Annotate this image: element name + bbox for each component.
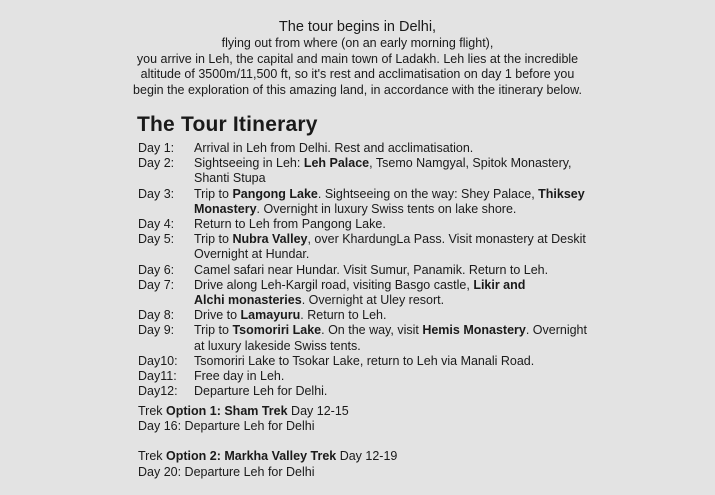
itinerary-text: Trip to bbox=[194, 186, 233, 201]
itinerary-text: , over KhardungLa Pass. Visit monastery at Deskit bbox=[307, 232, 586, 247]
itinerary-row bbox=[138, 141, 618, 156]
intro-line-1: The tour begins in Delhi, bbox=[278, 19, 437, 35]
itinerary-text: . Overnight in luxury Swiss tents on lake shore. bbox=[256, 201, 517, 216]
trek-option bbox=[138, 404, 397, 434]
itinerary-highlight: Lamayuru bbox=[240, 308, 301, 323]
intro-line-2: flying out from where (on an early morning flight), bbox=[221, 36, 494, 50]
trek-text: Trek bbox=[138, 449, 167, 464]
itinerary-row bbox=[138, 232, 618, 262]
itinerary-description bbox=[194, 156, 618, 186]
itinerary-day-label: Day12: bbox=[138, 384, 178, 399]
itinerary-list bbox=[138, 141, 618, 399]
itinerary-highlight: Pangong Lake bbox=[232, 186, 318, 201]
itinerary-row bbox=[138, 308, 618, 323]
itinerary-row bbox=[138, 384, 618, 399]
itinerary-row bbox=[138, 263, 618, 278]
trek-text: Day 12-15 bbox=[287, 404, 349, 418]
itinerary-description bbox=[194, 232, 618, 262]
itinerary-day-label: Day 3: bbox=[138, 186, 175, 201]
itinerary-text: . Overnight at Uley resort. bbox=[301, 293, 445, 308]
itinerary-text: Trip to bbox=[194, 323, 233, 338]
itinerary-row bbox=[138, 323, 618, 353]
itinerary-highlight: Likir and bbox=[473, 277, 526, 292]
itinerary-description bbox=[194, 263, 618, 278]
itinerary-row bbox=[138, 369, 618, 384]
itinerary-text: Departure Leh for Delhi. bbox=[194, 384, 328, 399]
itinerary-day-label: Day 8: bbox=[138, 308, 175, 323]
itinerary-row bbox=[138, 278, 618, 308]
trek-highlight: Option 2: Markha Valley Trek bbox=[166, 449, 337, 464]
itinerary-text: Sightseeing in Leh: bbox=[194, 156, 304, 171]
itinerary-description bbox=[194, 141, 618, 156]
itinerary-text: Free day in Leh. bbox=[194, 369, 285, 384]
intro-paragraph bbox=[0, 18, 715, 98]
itinerary-highlight: Nubra Valley bbox=[232, 232, 308, 247]
itinerary-text: Tsomoriri Lake to Tsokar Lake, return to Leh via Manali Road. bbox=[194, 353, 535, 368]
itinerary-row bbox=[138, 217, 618, 232]
intro-line-5: begin the exploration of this amazing land, in accordance with the itinerary below. bbox=[133, 82, 582, 97]
itinerary-day-label: Day11: bbox=[138, 369, 177, 384]
trek-departure: Day 16: Departure Leh for Delhi bbox=[138, 419, 315, 434]
itinerary-text: . Overnight bbox=[525, 323, 587, 338]
itinerary-description bbox=[194, 278, 618, 308]
trek-departure: Day 20: Departure Leh for Delhi bbox=[138, 464, 315, 479]
itinerary-day-label: Day10: bbox=[138, 353, 178, 368]
itinerary-row bbox=[138, 354, 618, 369]
trek-text: Trek bbox=[138, 404, 167, 418]
itinerary-day-label: Day 5: bbox=[138, 232, 175, 247]
itinerary-day-label: Day 1: bbox=[138, 141, 175, 155]
itinerary-description bbox=[194, 354, 618, 369]
itinerary-description bbox=[194, 217, 618, 232]
itinerary-row bbox=[138, 187, 618, 217]
itinerary-text: . On the way, visit bbox=[321, 323, 423, 338]
itinerary-text: . Return to Leh. bbox=[300, 308, 387, 323]
trek-option bbox=[138, 449, 397, 479]
itinerary-description bbox=[194, 323, 618, 353]
trek-highlight: Option 1: Sham Trek bbox=[166, 404, 288, 418]
itinerary-highlight: Tsomoriri Lake bbox=[232, 323, 322, 338]
itinerary-text: Shanti Stupa bbox=[194, 171, 266, 186]
itinerary-text: Drive along Leh-Kargil road, visiting Basgo castle, bbox=[194, 277, 474, 292]
itinerary-description bbox=[194, 369, 618, 384]
itinerary-day-label: Day 7: bbox=[138, 277, 175, 292]
itinerary-highlight: Thiksey bbox=[538, 186, 585, 201]
itinerary-description bbox=[194, 308, 618, 323]
trek-options bbox=[138, 404, 397, 495]
intro-line-3: you arrive in Leh, the capital and main town of Ladakh. Leh lies at the incredible bbox=[136, 51, 579, 66]
intro-line-4: altitude of 3500m/11,500 ft, so it's rest and acclimatisation on day 1 before you bbox=[140, 67, 575, 81]
itinerary-text: Return to Leh from Pangong Lake. bbox=[194, 217, 386, 232]
trek-text: Day 12-19 bbox=[336, 449, 398, 464]
itinerary-text: Arrival in Leh from Delhi. Rest and acclimatisation. bbox=[194, 141, 474, 155]
itinerary-text: at luxury lakeside Swiss tents. bbox=[194, 338, 361, 353]
itinerary-row bbox=[138, 156, 618, 186]
itinerary-text: Overnight at Hundar. bbox=[194, 247, 310, 262]
itinerary-day-label: Day 2: bbox=[138, 156, 175, 171]
itinerary-day-label: Day 9: bbox=[138, 323, 175, 338]
itinerary-highlight: Monastery bbox=[194, 201, 257, 216]
itinerary-title: The Tour Itinerary bbox=[137, 113, 318, 136]
itinerary-highlight: Leh Palace bbox=[303, 156, 370, 171]
itinerary-description bbox=[194, 384, 618, 399]
itinerary-text: Drive to bbox=[194, 308, 241, 323]
itinerary-highlight: Hemis Monastery bbox=[422, 323, 526, 338]
itinerary-text: Camel safari near Hundar. Visit Sumur, Panamik. Return to Leh. bbox=[194, 262, 549, 277]
itinerary-highlight: Alchi monasteries bbox=[194, 293, 302, 308]
itinerary-text: , Tsemo Namgyal, Spitok Monastery, bbox=[369, 156, 572, 171]
itinerary-description bbox=[194, 187, 618, 217]
itinerary-day-label: Day 6: bbox=[138, 262, 175, 277]
itinerary-text: . Sightseeing on the way: Shey Palace, bbox=[317, 186, 539, 201]
itinerary-day-label: Day 4: bbox=[138, 217, 175, 232]
itinerary-text: Trip to bbox=[194, 232, 233, 247]
